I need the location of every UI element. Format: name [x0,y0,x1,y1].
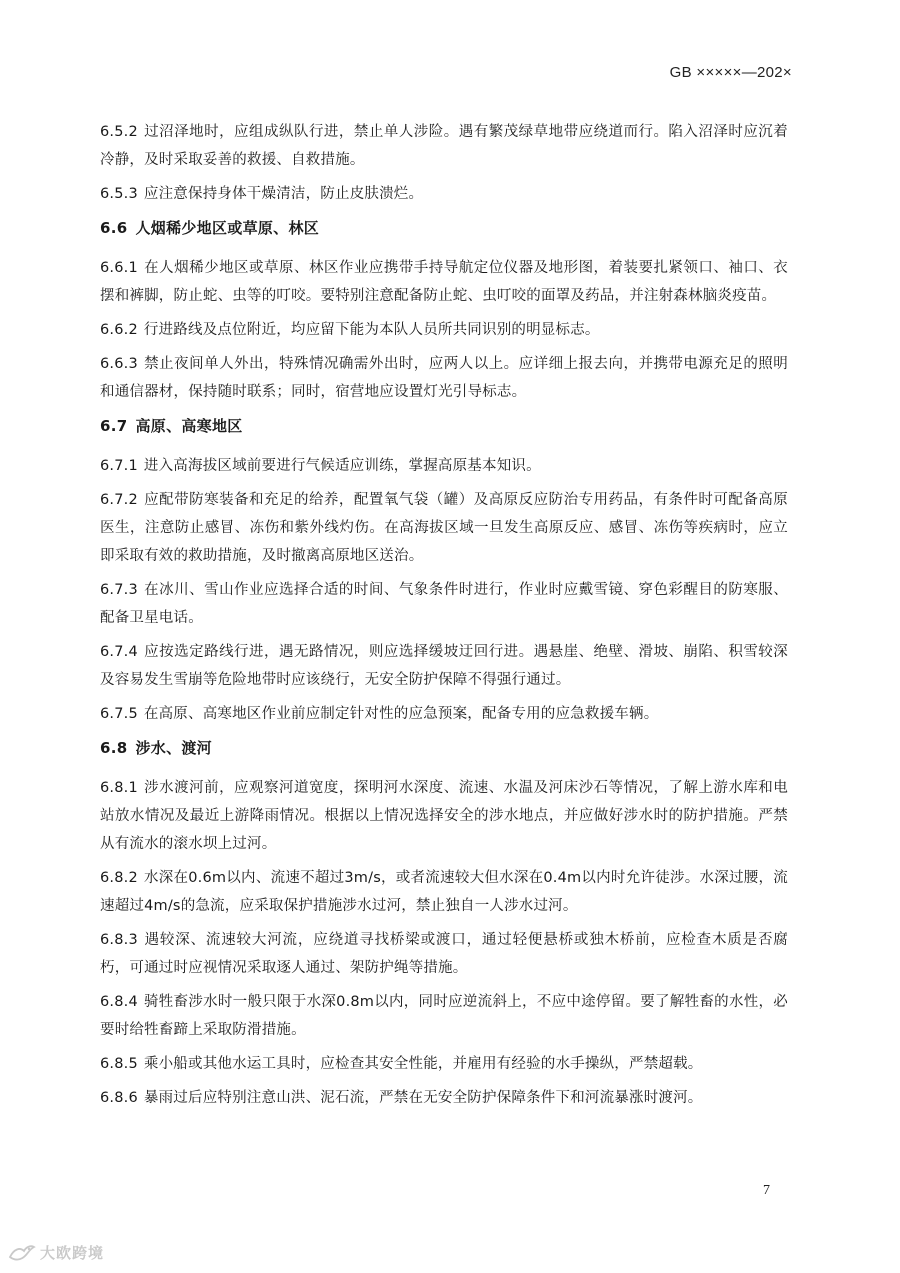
clause-6-7-2 [100,486,788,570]
section-title-text: 高原、高寒地区 [135,417,243,435]
clause-text: 在冰川、雪山作业应选择合适的时间、气象条件时进行，作业时应戴雪镜、穿色彩醒目的防寒服、配备卫星电话。 [100,582,788,626]
clause-number: 6.8.5 [100,1056,138,1072]
clause-text: 涉水渡河前，应观察河道宽度，探明河水深度、流速、水温及河床沙石等情况，了解上游水库和电站放水情况及最近上游降雨情况。根据以上情况选择安全的涉水地点，并应做好涉水时的防护措施。严禁从有流水的滚水坝上过河。 [100,780,788,852]
clause-6-7-4 [100,638,788,694]
clause-6-6-2 [100,316,788,344]
section-number: 6.7 [100,417,128,435]
clause-text: 应注意保持身体干燥清洁，防止皮肤溃烂。 [143,186,424,202]
watermark [8,1242,104,1263]
section-number: 6.8 [100,739,128,757]
clause-text: 过沼泽地时，应组成纵队行进，禁止单人涉险。遇有繁茂绿草地带应绕道而行。陷入沼泽时应沉着冷静，及时采取妥善的救援、自救措施。 [100,124,788,168]
clause-number: 6.7.4 [100,644,138,660]
clause-6-5-2 [100,118,788,174]
section-heading-6-6 [100,214,788,242]
clause-6-7-5 [100,700,788,728]
clause-number: 6.8.4 [100,994,138,1010]
clause-6-8-6 [100,1084,788,1112]
clause-6-8-4 [100,988,788,1044]
clause-6-6-1 [100,254,788,310]
clause-number: 6.6.3 [100,356,138,372]
clause-number: 6.8.6 [100,1090,138,1106]
clause-6-5-3 [100,180,788,208]
clause-text: 进入高海拔区域前要进行气候适应训练，掌握高原基本知识。 [143,458,541,474]
clause-number: 6.6.1 [100,260,138,276]
section-heading-6-7 [100,412,788,440]
clause-number: 6.8.3 [100,932,138,948]
clause-6-7-1 [100,452,788,480]
clause-text: 禁止夜间单人外出，特殊情况确需外出时，应两人以上。应详细上报去向，并携带电源充足的照明和通信器材，保持随时联系；同时，宿营地应设置灯光引导标志。 [100,356,788,400]
clause-number: 6.6.2 [100,322,138,338]
clause-text: 乘小船或其他水运工具时，应检查其安全性能，并雇用有经验的水手操纵，严禁超载。 [143,1056,703,1072]
document-body [100,118,788,1118]
section-heading-6-8 [100,734,788,762]
clause-number: 6.8.2 [100,870,138,886]
clause-6-8-3 [100,926,788,982]
clause-number: 6.7.2 [100,492,138,508]
clause-number: 6.7.3 [100,582,138,598]
clause-number: 6.5.3 [100,186,138,202]
clause-text: 骑牲畜涉水时一般只限于水深0.8m以内，同时应逆流斜上，不应中途停留。要了解牲畜的水性，必要时给牲畜蹄上采取防滑措施。 [100,994,788,1038]
section-title-text: 人烟稀少地区或草原、林区 [135,219,320,237]
clause-text: 在人烟稀少地区或草原、林区作业应携带手持导航定位仪器及地形图，着装要扎紧领口、袖口、衣摆和裤脚，防止蛇、虫等的叮咬。要特别注意配备防止蛇、虫叮咬的面罩及药品，并注射森林脑炎疫苗。 [100,260,788,304]
clause-text: 遇较深、流速较大河流，应绕道寻找桥梁或渡口，通过轻便悬桥或独木桥前，应检查木质是否腐朽，可通过时应视情况采取逐人通过、架防护绳等措施。 [100,932,788,976]
clause-text: 水深在0.6m以内、流速不超过3m/s，或者流速较大但水深在0.4m以内时允许徒涉。水深过腰，流速超过4m/s的急流，应采取保护措施涉水过河，禁止独自一人涉水过河。 [100,870,788,914]
clause-number: 6.8.1 [100,780,138,796]
clause-number: 6.5.2 [100,124,138,140]
page-number: 7 [763,1183,770,1198]
standard-code-header: GB ×××××—202× [669,64,792,81]
clause-6-8-5 [100,1050,788,1078]
clause-text: 应按选定路线行进，遇无路情况，则应选择缓坡迂回行进。遇悬崖、绝壁、滑坡、崩陷、积雪较深及容易发生雪崩等危险地带时应该绕行，无安全防护保障不得强行通过。 [100,644,788,688]
clause-6-8-2 [100,864,788,920]
clause-6-7-3 [100,576,788,632]
clause-text: 暴雨过后应特别注意山洪、泥石流，严禁在无安全防护保障条件下和河流暴涨时渡河。 [143,1090,703,1106]
clause-text: 在高原、高寒地区作业前应制定针对性的应急预案，配备专用的应急救援车辆。 [143,706,659,722]
watermark-text: 大欧跨境 [40,1244,105,1262]
section-number: 6.6 [100,219,128,237]
clause-6-6-3 [100,350,788,406]
clause-text: 应配带防寒装备和充足的给养，配置氧气袋（罐）及高原反应防治专用药品，有条件时可配备高原医生，注意防止感冒、冻伤和紫外线灼伤。在高海拔区域一旦发生高原反应、感冒、冻伤等疾病时，应立即采取有效的救助措施，及时撤离高原地区送治。 [100,492,788,564]
bird-logo-icon [8,1243,36,1263]
section-title-text: 涉水、渡河 [135,739,212,757]
clause-number: 6.7.5 [100,706,138,722]
clause-text: 行进路线及点位附近，均应留下能为本队人员所共同识别的明显标志。 [143,322,600,338]
clause-6-8-1 [100,774,788,858]
clause-number: 6.7.1 [100,458,138,474]
